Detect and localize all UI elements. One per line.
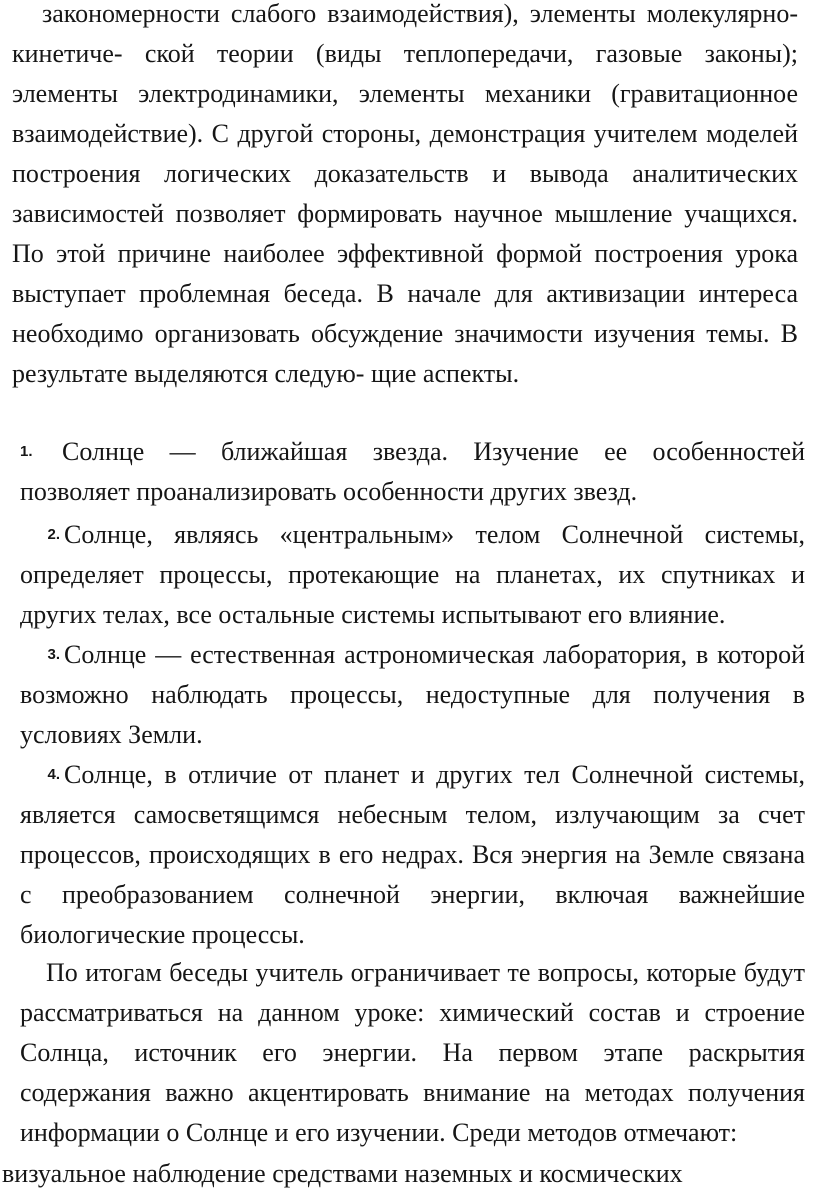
list-item <box>20 515 805 635</box>
list-item-number: 2. <box>47 526 60 543</box>
list-item <box>20 432 805 512</box>
list-item-text: Солнце — ближайшая звезда. Изучение ее особенностей позволяет проанализировать особенности других звезд. <box>20 437 805 506</box>
summary-paragraph: По итогам беседы учитель ограничивает те вопросы, которые будут рассматриваться на данном уроке: химический состав и строение Солнца, источник его энергии. На первом этапе раскрытия содержания важно акцентировать внимание на методах получения информации о Солнце и его изучении. Среди методов отмечают: <box>20 958 805 1147</box>
list-item-number: 1. <box>20 443 33 460</box>
list-item-text: Солнце, являясь «центральным» телом Солнечной системы, определяет процессы, протекающие на планетах, их спутниках и других телах, все остальные системы испытывают его влияние. <box>20 520 805 629</box>
intro-paragraph: закономерности слабого взаимодействия), элементы молекулярно-кинетиче- ской теории (виды теплопередачи, газовые законы); элементы электродинамики, элементы механики (гравитационное взаимодействие). С другой стороны, демонстрация учителем моделей построения логических доказательств и вывода аналитических зависимостей позволяет формировать научное мышление учащихся. По этой причине наиболее эффективной формой построения урока выступает проблемная беседа. В начале для активизации интереса необходимо организовать обсуждение значимости изучения темы. В результате выделяются следую- щие аспекты. <box>12 0 798 388</box>
list-item-number: 4. <box>47 766 60 783</box>
list-item-text: Солнце — естественная астрономическая лаборатория, в которой возможно наблюдать процессы, недоступные для получения в условиях Земли. <box>20 640 805 749</box>
list-item <box>20 755 805 955</box>
trailing-text-line: визуальное наблюдение средствами наземных и космических <box>2 1159 683 1188</box>
list-item-text: Солнце, в отличие от планет и других тел Солнечной системы, является самосветящимся небесным телом, излучающим за счет процессов, происходящих в его недрах. Вся энергия на Земле связана с преобразованием солнечной энергии, включая важнейшие биологические процессы. <box>20 760 805 949</box>
list-item-number: 3. <box>47 646 60 663</box>
list-item <box>20 635 805 755</box>
